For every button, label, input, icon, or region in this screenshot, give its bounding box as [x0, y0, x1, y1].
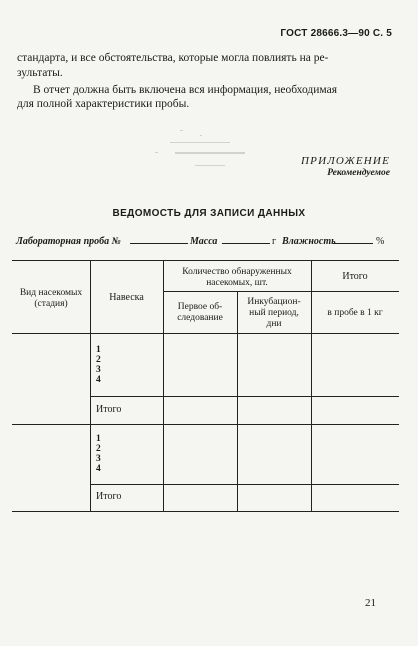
mass-blank	[222, 243, 270, 244]
humidity-label: Влажность	[282, 236, 336, 247]
section-2-total-divider	[90, 484, 399, 485]
appendix-block	[301, 155, 390, 178]
col-first-survey-header: Первое об- следование	[177, 302, 223, 323]
document-header: ГОСТ 28666.3—90 С. 5	[280, 28, 392, 39]
section-1-row-number: 4	[96, 375, 101, 385]
section-1-row-number: 2	[96, 355, 101, 365]
section-1-total-label: Итого	[96, 404, 122, 415]
appendix-label: ПРИЛОЖЕНИЕ	[301, 155, 390, 167]
col-total-per-kg-header: в пробе в 1 кг	[327, 308, 383, 318]
section-2-total-label: Итого	[96, 491, 122, 502]
table-bottom-border	[12, 511, 399, 512]
col-incubation-header: Инкубацион- ный период, дни	[247, 297, 301, 329]
col-sample-weight-header: Навеска	[109, 292, 144, 303]
body-text-line-3: В отчет должна быть включена вся информация, необходимая	[33, 84, 337, 96]
faint-bleedthrough-marks	[150, 130, 260, 180]
page-number: 21	[365, 597, 376, 609]
form-title: ВЕДОМОСТЬ ДЛЯ ЗАПИСИ ДАННЫХ	[112, 208, 306, 219]
section-1-total-divider	[90, 396, 399, 397]
section-2-row-number: 4	[96, 464, 101, 474]
body-text-line-4: для полной характеристики пробы.	[17, 98, 190, 110]
appendix-status: Рекомендуемое	[327, 168, 390, 178]
group-count-header: Количество обнаруженных насекомых, шт.	[182, 267, 292, 288]
section-1-row-number: 3	[96, 365, 101, 375]
sample-number-label: Лабораторная проба №	[16, 236, 121, 247]
humidity-blank	[333, 243, 373, 244]
table-top-border	[12, 260, 399, 261]
humidity-unit: %	[376, 236, 385, 247]
column-divider-4	[311, 260, 312, 512]
col-insect-type-header: Вид насекомых (стадия)	[19, 288, 83, 309]
header-bottom-border	[12, 333, 399, 334]
header-divider	[163, 291, 399, 292]
column-divider-2	[163, 260, 164, 512]
section-2-row-number: 2	[96, 444, 101, 454]
section-2-row-number: 3	[96, 454, 101, 464]
body-text-line-2: зультаты.	[17, 67, 63, 79]
mass-label: Масса	[190, 236, 218, 247]
col-total-header: Итого	[342, 271, 368, 282]
sample-number-blank	[130, 243, 188, 244]
section-2-row-number: 1	[96, 434, 101, 444]
section-divider	[12, 424, 399, 425]
mass-unit: г	[272, 236, 277, 247]
section-1-row-number: 1	[96, 345, 101, 355]
body-text-line-1: стандарта, и все обстоятельства, которые могла повлиять на ре-	[17, 52, 329, 64]
